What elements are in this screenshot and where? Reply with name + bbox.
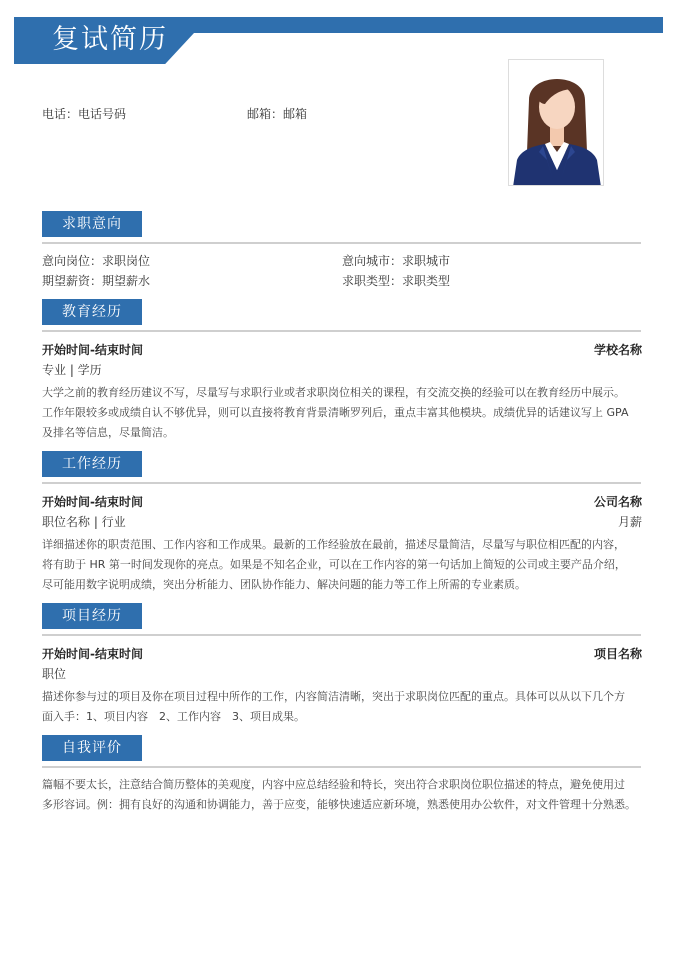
paragraph-line: 面入手：1、项目内容 2、工作内容 3、项目成果。 — [42, 710, 305, 723]
project-role: 职位 — [42, 667, 67, 681]
project-name: 项目名称 — [593, 647, 642, 661]
email-text: 邮箱：邮箱 — [247, 107, 308, 121]
intent-type: 求职类型：求职类型 — [342, 274, 451, 288]
education-description — [42, 383, 646, 443]
project-description — [42, 687, 646, 727]
phone-text: 电话：电话号码 — [42, 107, 127, 121]
paragraph-line: 详细描述你的职责范围、工作内容和工作成果。最新的工作经验放在最前，描述尽量简洁，尽量写与职位相匹配的内容， — [42, 538, 625, 551]
education-period: 开始时间-结束时间 — [42, 343, 143, 357]
work-salary: 月薪 — [617, 515, 642, 529]
work-role: 职位名称 | 行业 — [42, 515, 126, 529]
paragraph-line: 工作年限较多或成绩自认不够优异，则可以直接将教育背景清晰罗列后，重点丰富其他模块。成绩优异的话建议写上 GPA — [42, 406, 629, 419]
section-heading-self: 自我评价 — [42, 735, 142, 761]
section-heading-intent: 求职意向 — [42, 211, 142, 237]
work-period: 开始时间-结束时间 — [42, 495, 143, 509]
paragraph-line: 描述你参与过的项目及你在项目过程中所作的工作，内容简洁清晰，突出于求职岗位匹配的重点。具体可以从以下几个方 — [42, 690, 625, 703]
intent-city: 意向城市：求职城市 — [342, 254, 451, 268]
education-major: 专业 | 学历 — [42, 363, 102, 377]
section-divider — [42, 330, 641, 332]
section-divider — [42, 766, 641, 768]
section-heading-work: 工作经历 — [42, 451, 142, 477]
section-divider — [42, 242, 641, 244]
project-period: 开始时间-结束时间 — [42, 647, 143, 661]
paragraph-line: 尽可能用数字说明成绩，突出分析能力、团队协作能力、解决问题的能力等工作上所需的专业素质。 — [42, 578, 526, 591]
section-divider — [42, 634, 641, 636]
self-description — [42, 775, 646, 815]
avatar-icon — [509, 60, 604, 186]
work-description — [42, 535, 646, 595]
education-school: 学校名称 — [593, 343, 642, 357]
work-company: 公司名称 — [593, 495, 642, 509]
paragraph-line: 多形容词。例：拥有良好的沟通和协调能力，善于应变，能够快速适应新环境，熟悉使用办公软件，对文件管理十分熟悉。 — [42, 798, 636, 811]
paragraph-line: 及排名等信息，尽量简洁。 — [42, 426, 174, 439]
paragraph-line: 大学之前的教育经历建议不写，尽量写与求职行业或者求职岗位相关的课程，有交流交换的经验可以在教育经历中展示。 — [42, 386, 625, 399]
section-divider — [42, 482, 641, 484]
intent-position: 意向岗位：求职岗位 — [42, 254, 151, 268]
avatar — [508, 59, 604, 186]
section-heading-education: 教育经历 — [42, 299, 142, 325]
intent-salary: 期望薪资：期望薪水 — [42, 274, 151, 288]
page-title: 复试简历 — [52, 24, 168, 55]
section-heading-project: 项目经历 — [42, 603, 142, 629]
paragraph-line: 将有助于 HR 第一时间发现你的亮点。如果是不知名企业，可以在工作内容的第一句话加上简短的公司或主要产品介绍， — [42, 558, 626, 571]
paragraph-line: 篇幅不要太长，注意结合简历整体的美观度，内容中应总结经验和特长，突出符合求职岗位职位描述的特点，避免使用过 — [42, 778, 625, 791]
